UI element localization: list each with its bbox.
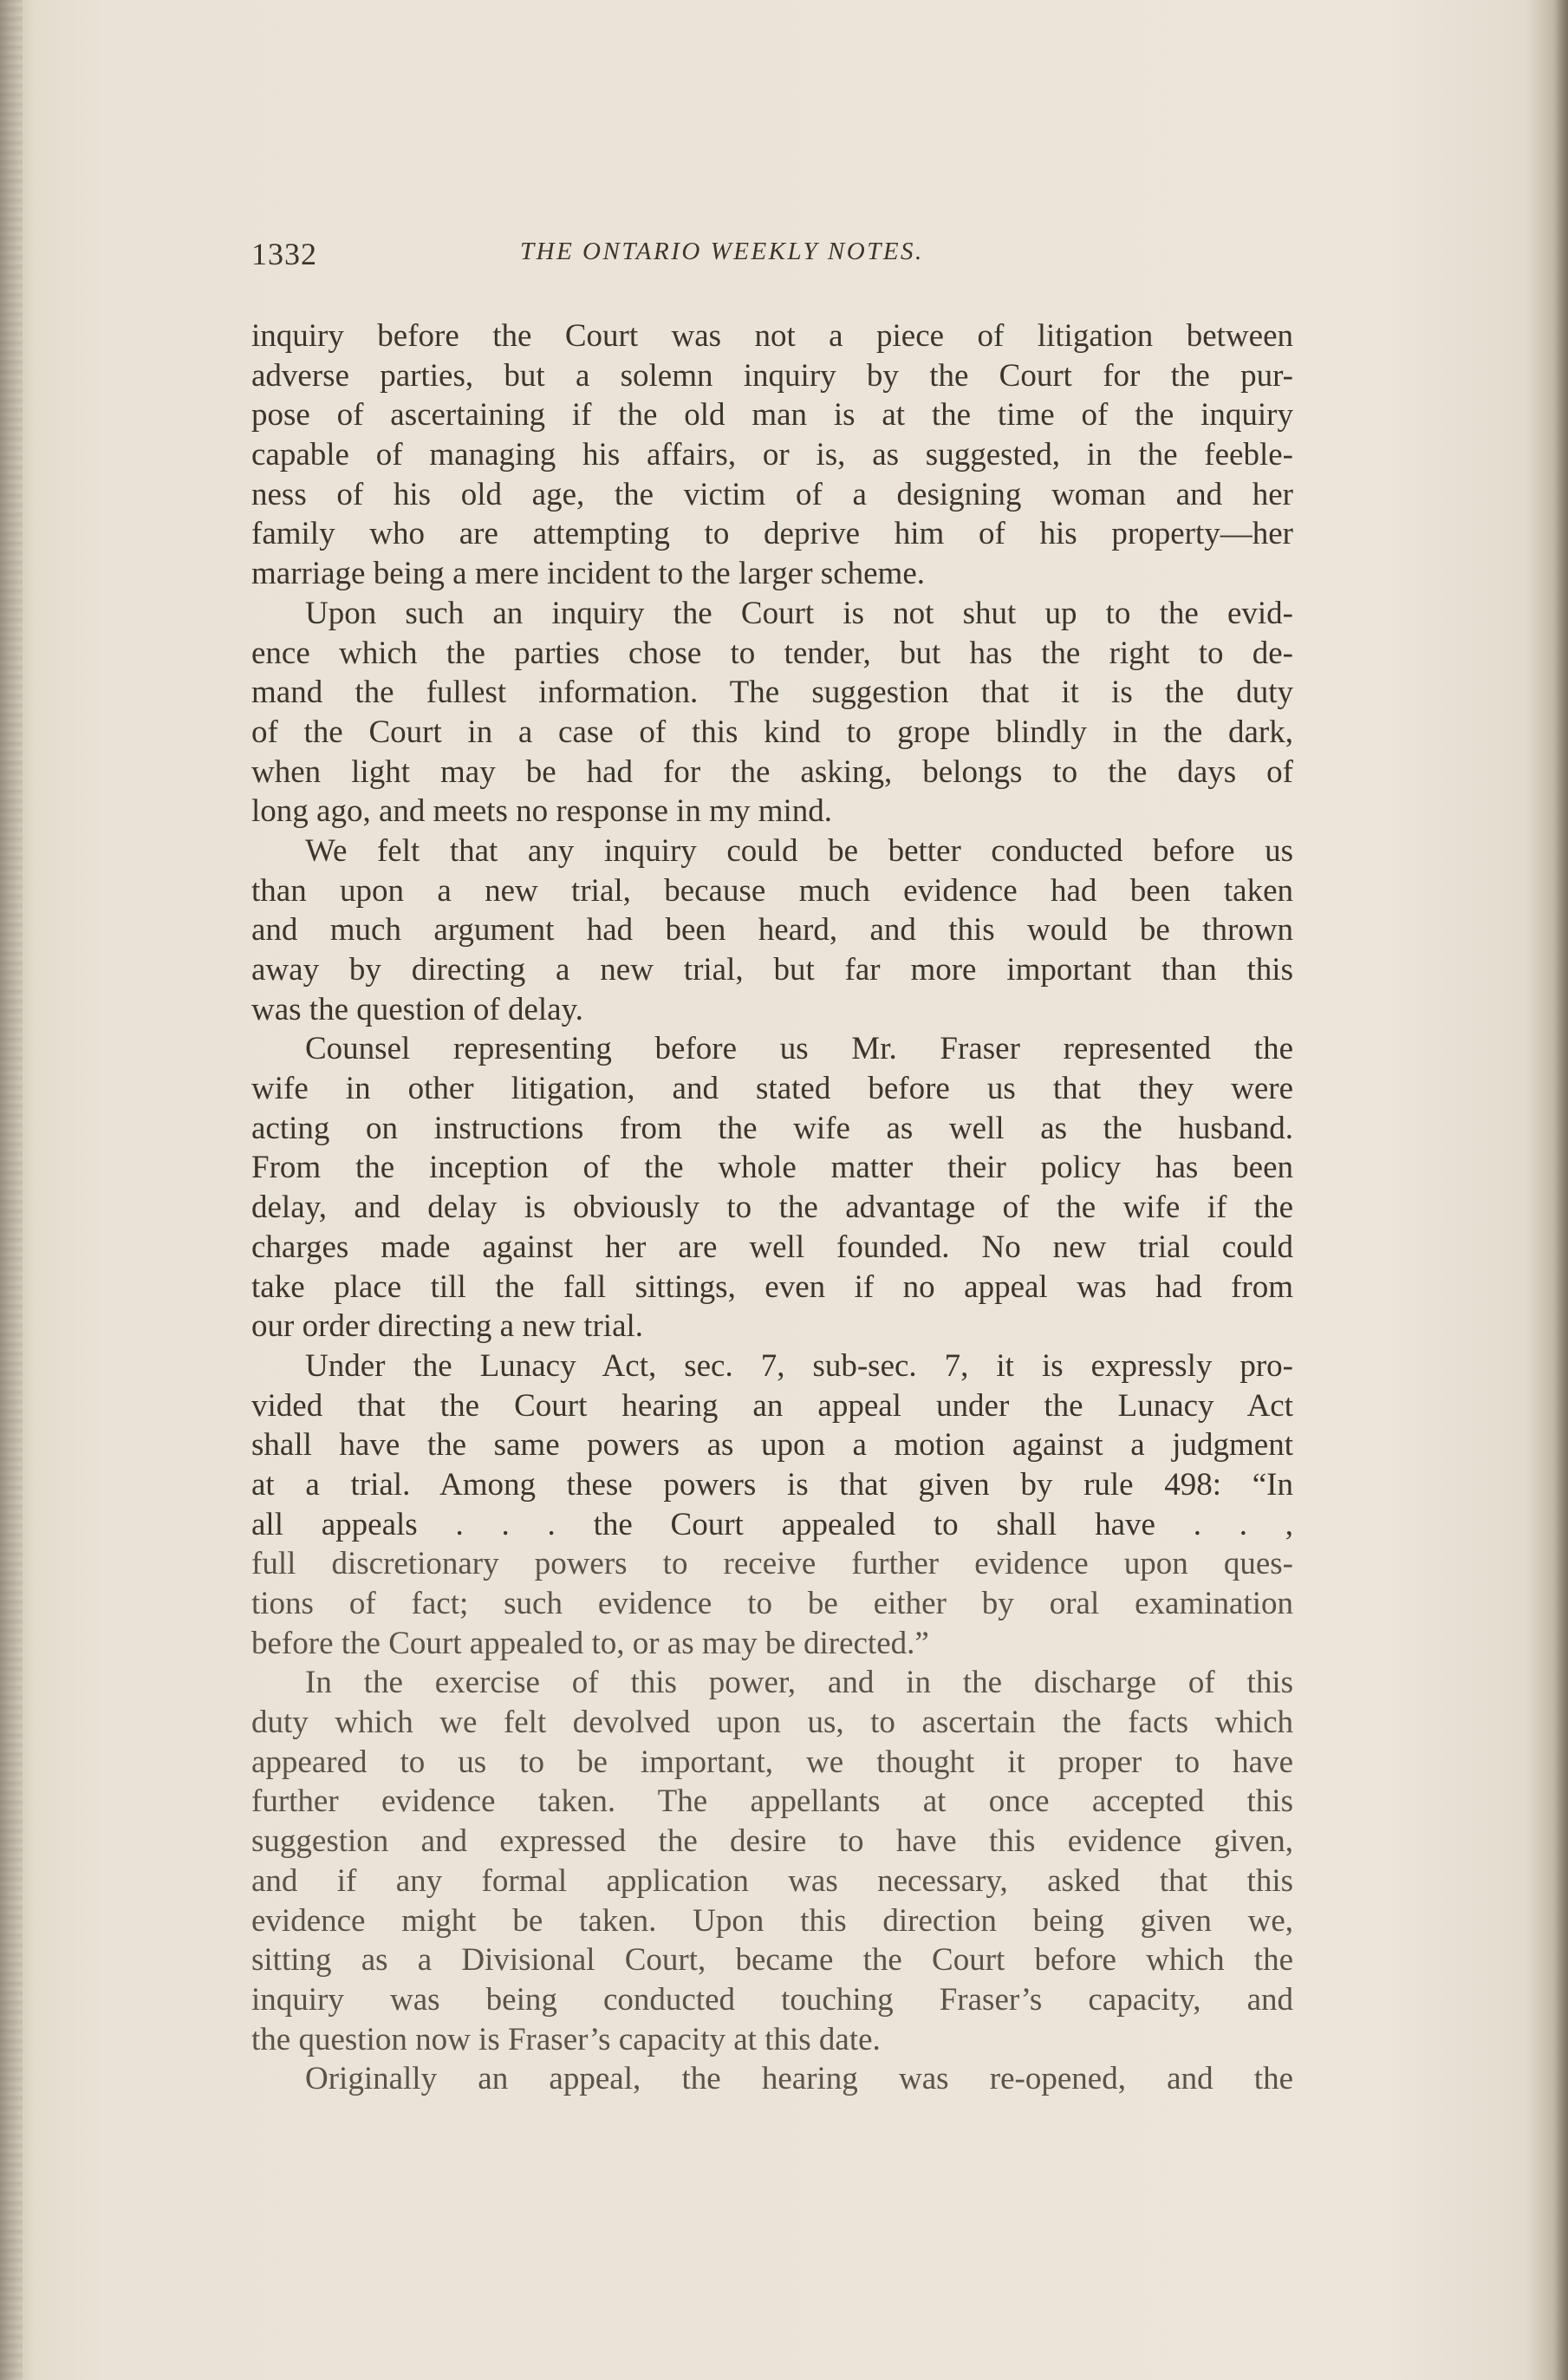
text-line: mand the fullest information. The suggestion that it is the duty	[251, 675, 1293, 711]
text-line: Counsel representing before us Mr. Fraser represented the	[305, 1031, 1293, 1067]
text-line: marriage being a mere incident to the larger scheme.	[251, 556, 925, 592]
paragraph	[251, 1663, 1293, 2059]
text-line: acting on instructions from the wife as well as the husband.	[251, 1110, 1293, 1146]
text-line: evidence might be taken. Upon this direction being given we,	[251, 1902, 1293, 1939]
text-line: capable of managing his affairs, or is, as suggested, in the feeble-	[251, 437, 1293, 473]
text-line: appeared to us to be important, we thought it proper to have	[251, 1744, 1293, 1780]
text-line: Under the Lunacy Act, sec. 7, sub-sec. 7, it is expressly pro-	[305, 1347, 1293, 1384]
page-number: 1332	[251, 237, 317, 271]
paragraph	[251, 594, 1293, 831]
text-line: pose of ascertaining if the old man is at the time of the inquiry	[251, 397, 1293, 434]
text-line: our order directing a new trial.	[251, 1308, 644, 1345]
text-line: suggestion and expressed the desire to have this evidence given,	[251, 1823, 1293, 1860]
text-line: when light may be had for the asking, belongs to the days of	[251, 753, 1293, 790]
text-line: at a trial. Among these powers is that given by rule 498: “In	[251, 1466, 1293, 1503]
text-line: inquiry was being conducted touching Fraser’s capacity, and	[251, 1981, 1293, 2018]
paragraph	[251, 2059, 1293, 2099]
text-line: inquiry before the Court was not a piece of litigation between	[251, 318, 1293, 354]
page-edge-shadow	[1552, 0, 1568, 2380]
text-line: away by directing a new trial, but far more important than this	[251, 952, 1293, 988]
text-line: Originally an appeal, the hearing was re-opened, and the	[305, 2061, 1293, 2097]
paragraph	[251, 316, 1293, 594]
text-line: of the Court in a case of this kind to grope blindly in the dark,	[251, 714, 1293, 750]
paragraph	[251, 1346, 1293, 1664]
text-line: adverse parties, but a solemn inquiry by the Court for the pur-	[251, 357, 1293, 394]
text-line: shall have the same powers as upon a motion against a judgment	[251, 1427, 1293, 1464]
text-line: ence which the parties chose to tender, but has the right to de-	[251, 635, 1293, 671]
text-line: delay, and delay is obviously to the advantage of the wife if the	[251, 1190, 1293, 1226]
text-line: ness of his old age, the victim of a designing woman and her	[251, 476, 1293, 512]
text-line: Upon such an inquiry the Court is not shut up to the evid-	[305, 595, 1293, 631]
text-line: and if any formal application was necessary, asked that this	[251, 1862, 1293, 1899]
text-line: family who are attempting to deprive him of his property—her	[251, 516, 1293, 552]
text-line: tions of fact; such evidence to be either by oral examination	[251, 1586, 1293, 1621]
text-line: further evidence taken. The appellants at once accepted this	[251, 1783, 1293, 1820]
text-line: wife in other litigation, and stated before us that they were	[251, 1071, 1293, 1107]
text-line: was the question of delay.	[251, 991, 583, 1027]
text-line: all appeals . . . the Court appealed to shall have . . ,	[251, 1506, 1293, 1542]
text-line: full discretionary powers to receive further evidence upon ques-	[251, 1546, 1293, 1582]
page-header	[251, 236, 1291, 279]
text-line: than upon a new trial, because much evidence had been taken	[251, 872, 1293, 909]
text-line: vided that the Court hearing an appeal under the Lunacy Act	[251, 1387, 1293, 1424]
binding-shadow	[0, 0, 23, 2380]
running-title: THE ONTARIO WEEKLY NOTES.	[520, 238, 924, 265]
text-line: long ago, and meets no response in my mind.	[251, 793, 833, 830]
text-line: charges made against her are well founded. No new trial could	[251, 1229, 1293, 1265]
body-text	[251, 316, 1293, 2099]
text-line: the question now is Fraser’s capacity at this date.	[251, 2021, 881, 2057]
text-line: take place till the fall sittings, even if no appeal was had from	[251, 1268, 1293, 1305]
text-line: before the Court appealed to, or as may be directed.”	[251, 1625, 929, 1661]
paragraph	[251, 1029, 1293, 1346]
text-line: and much argument had been heard, and this would be thrown	[251, 912, 1293, 949]
text-line: duty which we felt devolved upon us, to ascertain the facts which	[251, 1705, 1293, 1741]
text-line: sitting as a Divisional Court, became the Court before which the	[251, 1942, 1293, 1979]
text-line: We felt that any inquiry could be better conducted before us	[305, 832, 1293, 869]
paragraph	[251, 831, 1293, 1029]
text-line: In the exercise of this power, and in the discharge of this	[305, 1665, 1293, 1701]
text-line: From the inception of the whole matter their policy has been	[251, 1150, 1293, 1186]
